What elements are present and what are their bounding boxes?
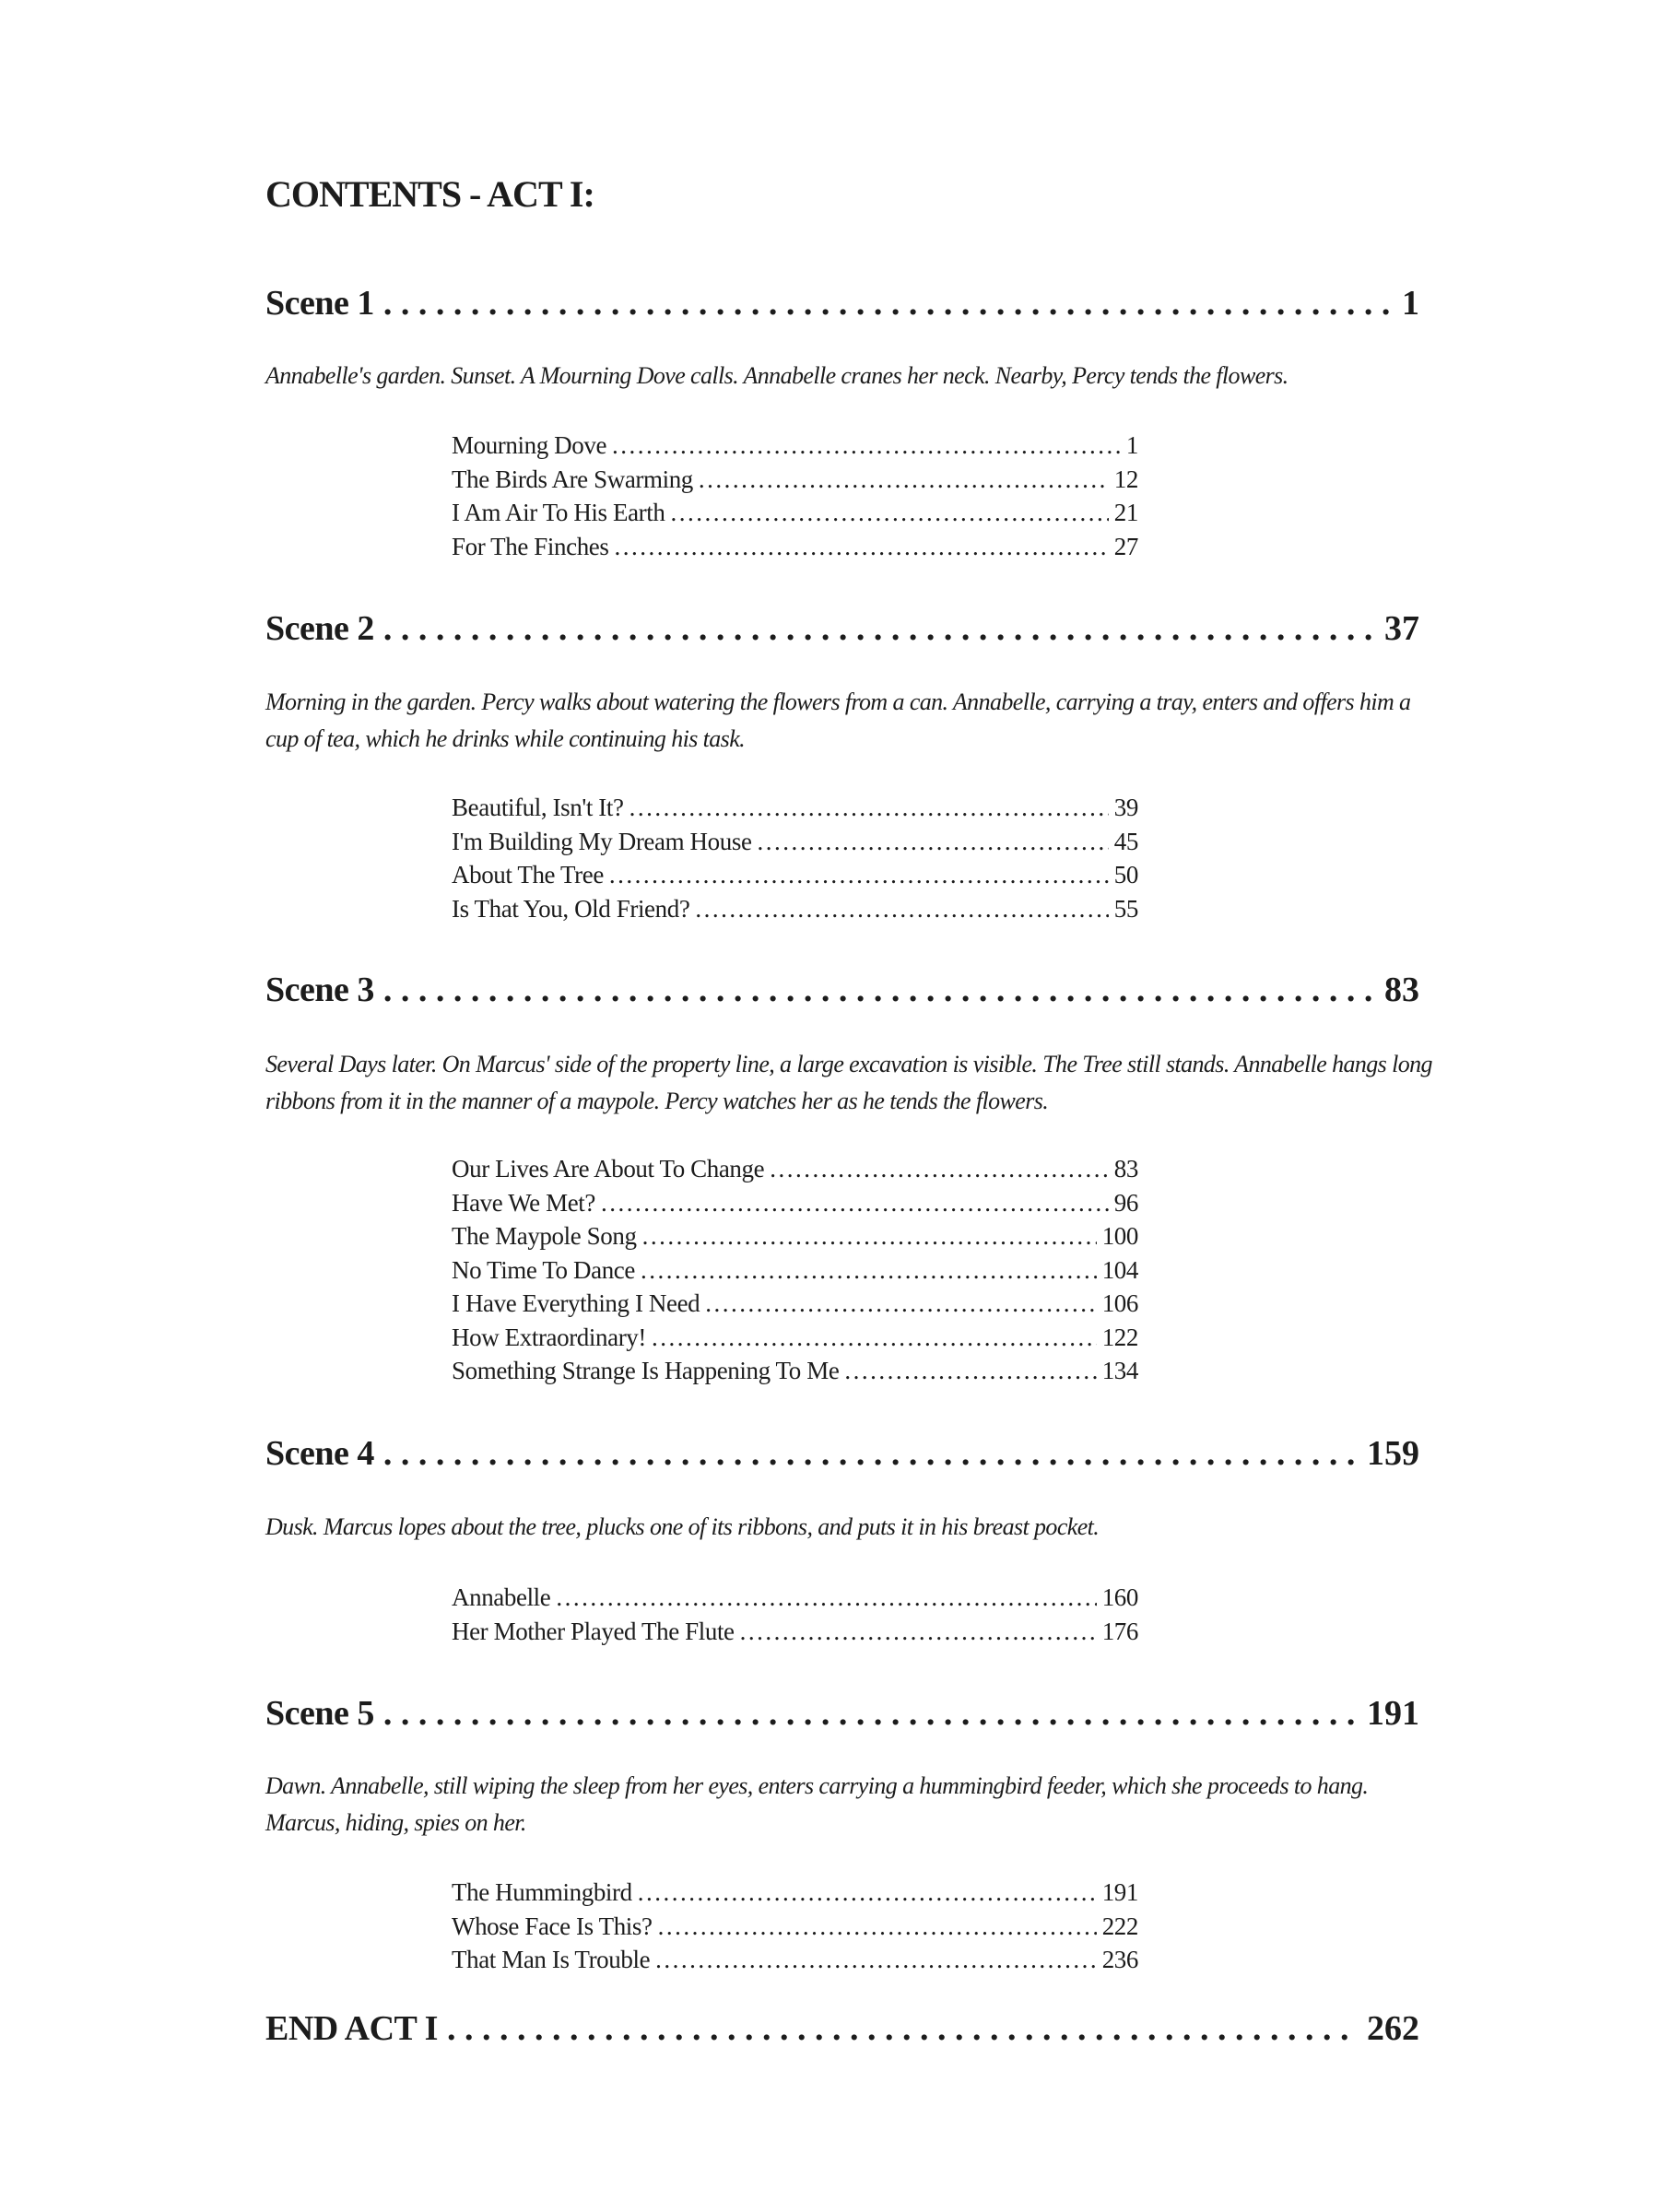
dot-leader	[629, 791, 1109, 825]
song-title: For The Finches	[452, 532, 609, 560]
scene-page-number: 159	[1367, 1434, 1419, 1473]
scene-title: Scene 3	[265, 971, 374, 1009]
song-title: I Have Everything I Need	[452, 1289, 700, 1317]
song-title: How Extraordinary!	[452, 1323, 646, 1351]
end-act-row	[265, 2006, 1419, 2051]
scene-2-row	[265, 606, 1419, 651]
dot-leader	[447, 2006, 1358, 2051]
scene-2-description: Morning in the garden. Percy walks about watering the flowers from a can. Annabelle, carrying a tray, enters and offers him a cup of tea, which he drinks while continuing his task.	[265, 688, 1411, 752]
dot-leader	[383, 968, 1375, 1012]
song-title: Her Mother Played The Flute	[452, 1617, 735, 1645]
scene-5-song-list	[452, 1876, 1138, 1977]
dot-leader	[612, 429, 1121, 463]
song-entry	[452, 1152, 1138, 1186]
song-title: That Man Is Trouble	[452, 1946, 651, 1973]
song-page-number: 27	[1113, 532, 1138, 560]
song-page-number: 104	[1101, 1255, 1138, 1284]
song-page-number: 134	[1101, 1357, 1138, 1384]
song-title: I Am Air To His Earth	[452, 499, 665, 526]
song-page-number: 100	[1101, 1222, 1138, 1250]
scene-1-row	[265, 281, 1419, 325]
song-page-number: 96	[1113, 1188, 1138, 1217]
song-entry	[452, 825, 1138, 859]
song-page-number: 191	[1101, 1878, 1138, 1906]
song-entry	[452, 1876, 1138, 1910]
contents-heading: CONTENTS - ACT I:	[265, 173, 594, 215]
scene-4-song-list	[452, 1581, 1138, 1648]
song-entry	[452, 1253, 1138, 1288]
song-entry	[452, 496, 1138, 530]
song-title: Beautiful, Isn't It?	[452, 794, 624, 821]
song-title: Have We Met?	[452, 1188, 595, 1217]
song-entry	[452, 1219, 1138, 1253]
song-page-number: 222	[1101, 1912, 1138, 1940]
song-title: The Maypole Song	[452, 1222, 637, 1250]
dot-leader	[695, 892, 1108, 926]
scene-4-row	[265, 1431, 1419, 1476]
scene-title: Scene 2	[265, 609, 374, 648]
end-act-title: END ACT I	[265, 2009, 438, 2048]
song-entry	[452, 1615, 1138, 1649]
dot-leader	[670, 496, 1108, 530]
end-act-page-number: 262	[1367, 2009, 1419, 2048]
song-page-number: 45	[1113, 827, 1138, 855]
song-entry	[452, 858, 1138, 892]
dot-leader	[770, 1152, 1109, 1186]
song-page-number: 106	[1101, 1289, 1138, 1317]
scene-title: Scene 5	[265, 1694, 374, 1733]
dot-leader	[383, 1431, 1358, 1476]
scene-title: Scene 1	[265, 284, 374, 323]
song-title: I'm Building My Dream House	[452, 827, 752, 855]
scene-3-song-list	[452, 1152, 1138, 1388]
song-page-number: 12	[1113, 465, 1138, 493]
dot-leader	[383, 606, 1375, 651]
dot-leader	[740, 1615, 1097, 1649]
song-page-number: 83	[1113, 1155, 1138, 1182]
scene-5-description: Dawn. Annabelle, still wiping the sleep from her eyes, enters carrying a hummingbird feeder, which she proceeds to hang. Marcus, hiding, spies on her.	[265, 1772, 1369, 1836]
dot-leader	[758, 825, 1109, 859]
dot-leader	[383, 281, 1393, 325]
scene-1-description: Annabelle's garden. Sunset. A Mourning Dove calls. Annabelle cranes her neck. Nearby, Percy tends the flowers.	[265, 362, 1288, 389]
song-title: Mourning Dove	[452, 431, 607, 459]
dot-leader	[699, 463, 1109, 497]
scene-3-row	[265, 968, 1419, 1012]
song-title: Annabelle	[452, 1583, 551, 1611]
song-page-number: 122	[1101, 1323, 1138, 1351]
scene-2-song-list	[452, 791, 1138, 925]
song-entry	[452, 463, 1138, 497]
dot-leader	[642, 1219, 1097, 1253]
scene-page-number: 191	[1367, 1694, 1419, 1733]
song-entry	[452, 1186, 1138, 1220]
dot-leader	[601, 1186, 1109, 1220]
song-page-number: 236	[1101, 1946, 1138, 1973]
song-title: Is That You, Old Friend?	[452, 894, 690, 923]
song-page-number: 176	[1101, 1617, 1138, 1645]
song-entry	[452, 429, 1138, 463]
dot-leader	[705, 1287, 1096, 1321]
scene-3-description: Several Days later. On Marcus' side of the property line, a large excavation is visible. The Tree still stands. Annabelle hangs long ribbons from it in the manner of a maypole. Percy watches her as he tends the flowers.	[265, 1051, 1432, 1114]
song-entry	[452, 530, 1138, 564]
song-entry	[452, 1910, 1138, 1944]
song-entry	[452, 791, 1138, 825]
song-entry	[452, 1287, 1138, 1321]
dot-leader	[615, 530, 1109, 564]
song-entry	[452, 1943, 1138, 1977]
scene-5-row	[265, 1691, 1419, 1735]
song-entry	[452, 1321, 1138, 1355]
dot-leader	[844, 1354, 1096, 1388]
scene-page-number: 1	[1402, 284, 1419, 323]
song-page-number: 39	[1113, 794, 1138, 821]
song-page-number: 160	[1101, 1583, 1138, 1611]
dot-leader	[652, 1321, 1097, 1355]
scene-page-number: 83	[1384, 971, 1419, 1009]
dot-leader	[658, 1910, 1097, 1944]
song-title: Our Lives Are About To Change	[452, 1155, 765, 1182]
song-entry	[452, 1581, 1138, 1615]
song-title: No Time To Dance	[452, 1255, 635, 1284]
dot-leader	[638, 1876, 1097, 1910]
song-title: The Birds Are Swarming	[452, 465, 693, 493]
song-page-number: 55	[1113, 894, 1138, 923]
dot-leader	[655, 1943, 1097, 1977]
scene-4-description: Dusk. Marcus lopes about the tree, plucks one of its ribbons, and puts it in his breast pocket.	[265, 1513, 1100, 1540]
song-title: The Hummingbird	[452, 1878, 632, 1906]
song-title: Something Strange Is Happening To Me	[452, 1357, 840, 1384]
scene-page-number: 37	[1384, 609, 1419, 648]
dot-leader	[556, 1581, 1096, 1615]
song-entry	[452, 892, 1138, 926]
song-title: About The Tree	[452, 861, 604, 888]
song-title: Whose Face Is This?	[452, 1912, 653, 1940]
dot-leader	[383, 1691, 1358, 1735]
song-page-number: 21	[1113, 499, 1138, 526]
song-page-number: 50	[1113, 861, 1138, 888]
dot-leader	[641, 1253, 1097, 1288]
song-entry	[452, 1354, 1138, 1388]
song-page-number: 1	[1125, 431, 1138, 459]
scene-title: Scene 4	[265, 1434, 374, 1473]
dot-leader	[609, 858, 1109, 892]
scene-1-song-list	[452, 429, 1138, 563]
